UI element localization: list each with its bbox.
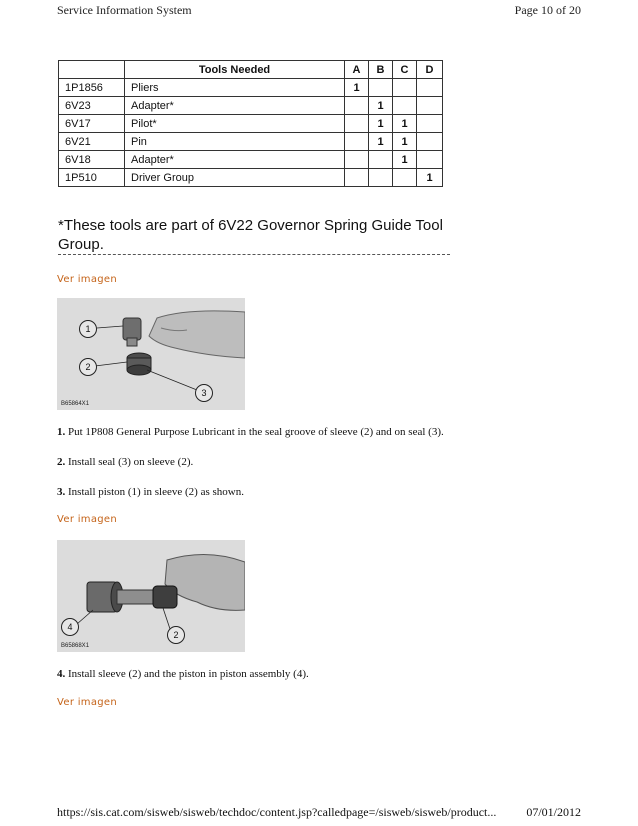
table-row: [59, 115, 443, 133]
qty-cell: [369, 151, 393, 169]
ver-imagen-link[interactable]: Ver imagen: [57, 514, 117, 525]
pliers-and-seal-illustration: [57, 298, 245, 410]
tools-needed-table: [58, 60, 443, 187]
table-header-cell: D: [417, 61, 443, 79]
step-number: 3.: [57, 486, 66, 498]
step-1: [57, 426, 597, 438]
table-row: [59, 133, 443, 151]
table-header-cell: [59, 61, 125, 79]
figure-code: B65864X1: [61, 401, 90, 407]
callout-4: 4: [61, 618, 79, 636]
qty-cell: [417, 115, 443, 133]
qty-cell: [393, 97, 417, 115]
qty-cell: [417, 79, 443, 97]
ver-imagen-link[interactable]: Ver imagen: [57, 697, 117, 708]
qty-cell: 1: [345, 79, 369, 97]
part-number-cell: 1P1856: [59, 79, 125, 97]
tool-name-cell: Driver Group: [125, 169, 345, 187]
part-number-cell: 6V18: [59, 151, 125, 169]
qty-cell: 1: [369, 97, 393, 115]
step-number: 1.: [57, 426, 66, 438]
qty-cell: [345, 115, 369, 133]
qty-cell: 1: [393, 115, 417, 133]
callout-2: 2: [167, 626, 185, 644]
callout-1: 1: [79, 320, 97, 338]
qty-cell: [417, 151, 443, 169]
footer-url: https://sis.cat.com/sisweb/sisweb/techdoc/content.jsp?calledpage=/sisweb/sisweb/product...: [57, 805, 497, 819]
table-header-cell: C: [393, 61, 417, 79]
figure-sleeve-piston-assembly: [57, 540, 245, 652]
step-2: [57, 456, 597, 468]
figure-seal-sleeve: [57, 298, 245, 410]
step-4: [57, 668, 597, 680]
step-3: [57, 486, 597, 498]
step-text: Install sleeve (2) and the piston in piston assembly (4).: [68, 668, 309, 680]
qty-cell: [369, 169, 393, 187]
qty-cell: [369, 79, 393, 97]
qty-cell: [417, 97, 443, 115]
piston-assembly-illustration: [57, 540, 245, 652]
qty-cell: [345, 169, 369, 187]
tool-name-cell: Pliers: [125, 79, 345, 97]
table-row: [59, 151, 443, 169]
table-row: [59, 79, 443, 97]
table-header-cell: B: [369, 61, 393, 79]
header-title: Service Information System: [57, 3, 192, 17]
table-header-row: [59, 61, 443, 79]
tool-name-cell: Adapter*: [125, 97, 345, 115]
divider: [58, 254, 450, 255]
footer-date: 07/01/2012: [526, 805, 581, 819]
part-number-cell: 6V21: [59, 133, 125, 151]
tools-footnote: *These tools are part of 6V22 Governor Spring Guide Tool Group.: [58, 217, 443, 253]
figure-code: B65868X1: [61, 643, 90, 649]
tool-name-cell: Pin: [125, 133, 345, 151]
table-header-cell: A: [345, 61, 369, 79]
qty-cell: 1: [393, 133, 417, 151]
qty-cell: [345, 97, 369, 115]
step-text: Put 1P808 General Purpose Lubricant in the seal groove of sleeve (2) and on seal (3).: [68, 426, 444, 438]
step-text: Install piston (1) in sleeve (2) as shown.: [68, 486, 244, 498]
qty-cell: 1: [393, 151, 417, 169]
step-text: Install seal (3) on sleeve (2).: [68, 456, 194, 468]
ver-imagen-link[interactable]: Ver imagen: [57, 274, 117, 285]
callout-2: 2: [79, 358, 97, 376]
callout-3: 3: [195, 384, 213, 402]
tool-name-cell: Adapter*: [125, 151, 345, 169]
step-number: 2.: [57, 456, 66, 468]
qty-cell: [393, 79, 417, 97]
qty-cell: [345, 133, 369, 151]
part-number-cell: 6V23: [59, 97, 125, 115]
qty-cell: [417, 133, 443, 151]
step-number: 4.: [57, 668, 66, 680]
table-row: [59, 169, 443, 187]
table-row: [59, 97, 443, 115]
table-header-cell: Tools Needed: [125, 61, 345, 79]
qty-cell: [345, 151, 369, 169]
part-number-cell: 1P510: [59, 169, 125, 187]
qty-cell: 1: [369, 133, 393, 151]
qty-cell: 1: [369, 115, 393, 133]
part-number-cell: 6V17: [59, 115, 125, 133]
tool-name-cell: Pilot*: [125, 115, 345, 133]
page-number: Page 10 of 20: [514, 3, 581, 17]
qty-cell: [393, 169, 417, 187]
qty-cell: 1: [417, 169, 443, 187]
